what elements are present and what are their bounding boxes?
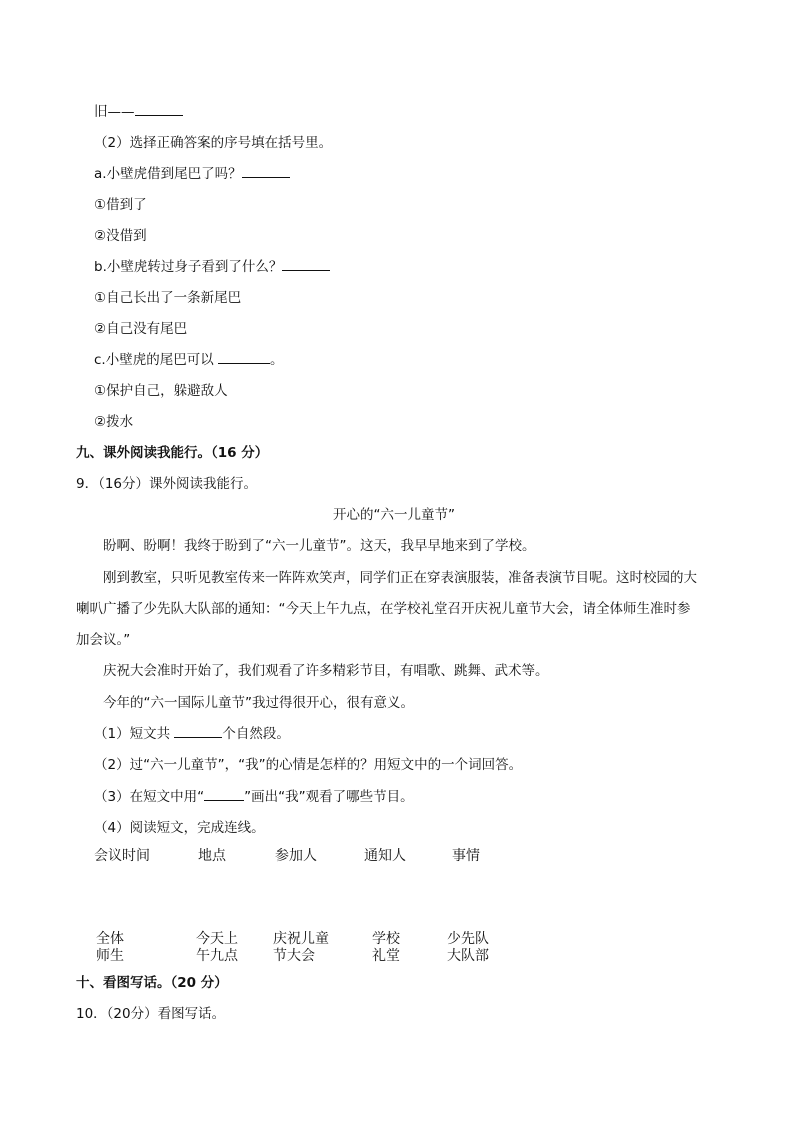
passage-para-2a: 刚到教室，只听见教室传来一阵阵欢笑声，同学们正在穿表演服装，准备表演节目呢。这时校园的大 — [103, 570, 697, 586]
passage-para-2c: 加会议。” — [76, 632, 131, 648]
option-c1: ①保护自己，躲避敌人 — [94, 383, 228, 399]
question-10: 10．（20分）看图写话。 — [76, 1006, 226, 1022]
subquestion-3 — [94, 787, 414, 807]
passage-para-4: 今年的“六一国际儿童节”我过得很开心，很有意义。 — [103, 695, 414, 711]
question-9: 9．（16分）课外阅读我能行。 — [76, 476, 258, 492]
match-bottom-5[interactable] — [447, 931, 489, 965]
subquestion-1-post: 个自然段。 — [222, 726, 290, 742]
question-c-end: 。 — [270, 352, 284, 368]
question-a-text: a.小壁虎借到尾巴了吗？ — [94, 166, 242, 182]
match-bottom-3-line1: 庆祝儿童 — [273, 931, 329, 947]
subquestion-4: （4）阅读短文，完成连线。 — [94, 820, 265, 836]
answer-blank[interactable] — [218, 350, 270, 364]
question-a — [94, 164, 290, 184]
option-a1: ①借到了 — [94, 197, 147, 213]
answer-blank[interactable] — [135, 102, 183, 116]
match-bottom-3[interactable] — [273, 931, 329, 965]
subquestion-3-pre: （3）在短文中用“ — [94, 789, 205, 805]
subquestion-1 — [94, 724, 290, 744]
option-a2: ②没借到 — [94, 228, 147, 244]
answer-blank[interactable] — [174, 724, 222, 738]
underline-sample — [204, 787, 244, 801]
option-b1: ①自己长出了一条新尾巴 — [94, 290, 242, 306]
passage-para-3: 庆祝大会准时开始了，我们观看了许多精彩节目，有唱歌、跳舞、武术等。 — [103, 663, 549, 679]
answer-blank[interactable] — [242, 164, 290, 178]
question-b-text: b.小壁虎转过身子看到了什么？ — [94, 259, 283, 275]
question-c — [94, 350, 284, 370]
match-bottom-1[interactable] — [96, 931, 124, 965]
option-c2: ②拨水 — [94, 414, 134, 430]
match-bottom-2-line1: 今天上 — [196, 931, 238, 947]
match-top-4[interactable]: 通知人 — [364, 848, 406, 864]
passage-para-2b: 喇叭广播了少先队大队部的通知：“今天上午九点，在学校礼堂召开庆祝儿童节大会，请全体师生准时参 — [76, 601, 691, 617]
match-bottom-3-line2: 节大会 — [273, 948, 315, 964]
match-bottom-2-line2: 午九点 — [196, 948, 238, 964]
match-bottom-4-line2: 礼堂 — [372, 948, 400, 964]
option-b2: ②自己没有尾巴 — [94, 321, 188, 337]
match-bottom-4-line1: 学校 — [372, 931, 400, 947]
match-top-1[interactable]: 会议时间 — [94, 848, 150, 864]
question-b — [94, 257, 330, 277]
subquestion-3-post: ”画出“我”观看了哪些节目。 — [244, 789, 414, 805]
match-bottom-2[interactable] — [196, 931, 238, 965]
antonym-line — [94, 102, 183, 122]
q2-instruction: （2）选择正确答案的序号填在括号里。 — [94, 135, 333, 151]
match-bottom-5-line1: 少先队 — [447, 931, 489, 947]
section-9-heading: 九、课外阅读我能行。（16 分） — [76, 445, 269, 461]
answer-blank[interactable] — [282, 257, 330, 271]
match-bottom-4[interactable] — [372, 931, 400, 965]
passage-title: 开心的“六一儿童节” — [333, 507, 455, 523]
match-top-5[interactable]: 事情 — [452, 848, 480, 864]
match-bottom-1-line2: 师生 — [96, 948, 124, 964]
match-bottom-5-line2: 大队部 — [447, 948, 489, 964]
match-top-3[interactable]: 参加人 — [275, 848, 317, 864]
match-bottom-1-line1: 全体 — [96, 931, 124, 947]
subquestion-2: （2）过“六一儿童节”，“我”的心情是怎样的？用短文中的一个词回答。 — [94, 757, 523, 773]
subquestion-1-pre: （1）短文共 — [94, 726, 171, 742]
match-top-2[interactable]: 地点 — [198, 848, 226, 864]
antonym-label: 旧—— — [94, 104, 135, 120]
section-10-heading: 十、看图写话。（20 分） — [76, 975, 228, 991]
question-c-text: c.小壁虎的尾巴可以 — [94, 352, 214, 368]
passage-para-1: 盼啊、盼啊！我终于盼到了“六一儿童节”。这天，我早早地来到了学校。 — [103, 538, 536, 554]
